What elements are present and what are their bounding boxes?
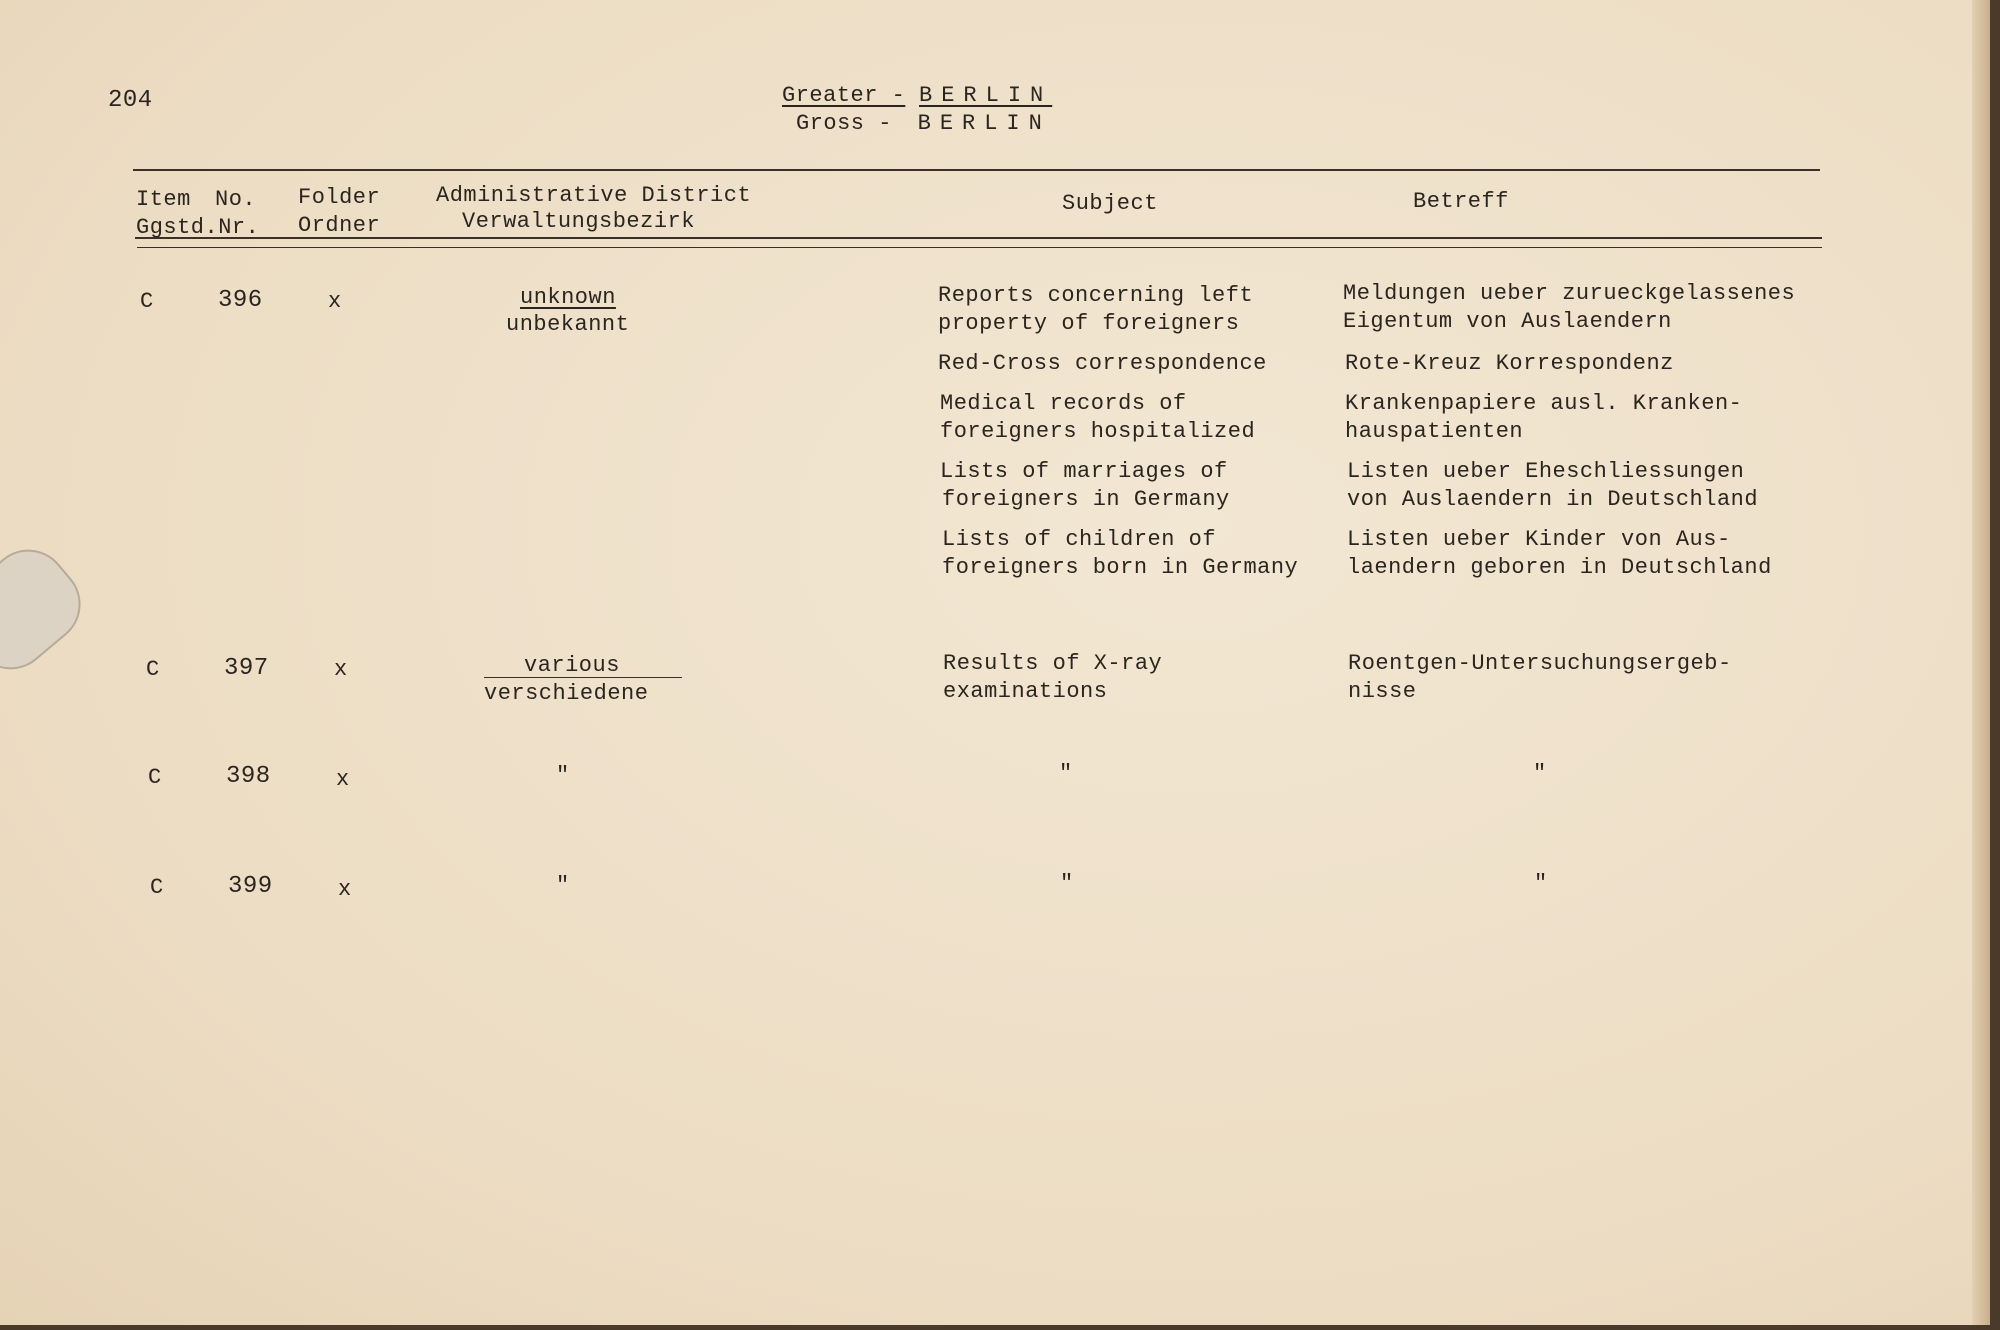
entry-396-subject-5-line-1: Lists of children of	[942, 527, 1217, 552]
title-de-city: BERLIN	[917, 111, 1051, 136]
entry-396-betreff-4-line-1: Listen ueber Eheschliessungen	[1347, 459, 1745, 484]
title-line-2	[796, 110, 1051, 138]
entry-399-number: 399	[228, 873, 273, 900]
entry-396-subject-2-line-1: Red-Cross correspondence	[938, 351, 1267, 376]
entry-399-folder: x	[338, 877, 352, 902]
entry-399-item: C	[150, 875, 164, 900]
header-top-rule	[133, 169, 1820, 171]
entry-396-subject-1-line-1: Reports concerning left	[938, 283, 1254, 308]
title-de-prefix: Gross -	[796, 111, 892, 136]
entry-396-betreff-4-line-2: von Auslaendern in Deutschland	[1347, 487, 1759, 512]
entry-396-district-en: unknown	[520, 285, 616, 310]
header-bottom-rule	[137, 247, 1822, 248]
header-folder-de: Ordner	[298, 213, 381, 238]
title-line-1	[782, 82, 1052, 110]
header-mid-rule	[135, 237, 1822, 239]
title-en-prefix: Greater -	[782, 83, 906, 108]
header-no-de-text: Nr.	[218, 215, 260, 240]
entry-396-subject-3-line-2: foreigners hospitalized	[940, 419, 1256, 444]
entry-397-item: C	[146, 657, 160, 682]
entry-396-district-de: unbekannt	[506, 312, 630, 337]
entry-398-betreff-ditto: "	[1533, 761, 1547, 786]
entry-396-betreff-5-line-2: laendern geboren in Deutschland	[1347, 555, 1772, 580]
entry-397-betreff-line-1: Roentgen-Untersuchungsergeb-	[1348, 651, 1732, 676]
header-item-de-text: Ggstd.	[136, 215, 219, 240]
header-no-en: No.	[215, 187, 257, 212]
header-betreff: Betreff	[1413, 189, 1509, 214]
entry-397-district-en: various	[524, 653, 620, 678]
header-subject: Subject	[1062, 191, 1158, 216]
entry-398-district-ditto: "	[556, 763, 570, 788]
header-folder-en: Folder	[298, 185, 381, 210]
entry-399-district-ditto: "	[556, 873, 570, 898]
entry-396-betreff-1-line-1: Meldungen ueber zurueckgelassenes	[1343, 281, 1796, 306]
entry-397-number: 397	[224, 655, 269, 682]
entry-398-number: 398	[226, 763, 271, 790]
entry-398-subject-ditto: "	[1059, 761, 1073, 786]
entry-396-item: C	[140, 289, 154, 314]
entry-397-folder: x	[334, 657, 348, 682]
entry-396-number: 396	[218, 287, 263, 314]
entry-396-betreff-5-line-1: Listen ueber Kinder von Aus-	[1347, 527, 1731, 552]
entry-398-folder: x	[336, 767, 350, 792]
entry-396-subject-3-line-1: Medical records of	[940, 391, 1187, 416]
entry-397-betreff-line-2: nisse	[1348, 679, 1417, 704]
page-number: 204	[108, 87, 153, 114]
header-item-de	[136, 214, 259, 242]
title-en-city: BERLIN	[919, 83, 1053, 108]
entry-396-folder: x	[328, 289, 342, 314]
entry-396-betreff-3-line-2: hauspatienten	[1345, 419, 1524, 444]
entry-397-subject-line-2: examinations	[943, 679, 1108, 704]
entry-396-subject-5-line-2: foreigners born in Germany	[942, 555, 1299, 580]
entry-396-betreff-3-line-1: Krankenpapiere ausl. Kranken-	[1345, 391, 1743, 416]
entry-399-betreff-ditto: "	[1534, 871, 1548, 896]
entry-397-district-de: verschiedene	[484, 681, 649, 706]
entry-396-subject-4-line-1: Lists of marriages of	[940, 459, 1228, 484]
header-district-en: Administrative District	[436, 183, 752, 208]
entry-399-subject-ditto: "	[1060, 871, 1074, 896]
entry-397-district-underline	[484, 677, 682, 678]
entry-396-betreff-1-line-2: Eigentum von Auslaendern	[1343, 309, 1672, 334]
header-item-en: Item	[136, 187, 191, 212]
entry-398-item: C	[148, 765, 162, 790]
entry-396-betreff-2-line-1: Rote-Kreuz Korrespondenz	[1345, 351, 1674, 376]
header-district-de: Verwaltungsbezirk	[462, 209, 695, 234]
entry-396-subject-4-line-2: foreigners in Germany	[942, 487, 1230, 512]
paper-clip	[0, 533, 97, 685]
entry-396-subject-1-line-2: property of foreigners	[938, 311, 1240, 336]
entry-397-subject-line-1: Results of X-ray	[943, 651, 1163, 676]
